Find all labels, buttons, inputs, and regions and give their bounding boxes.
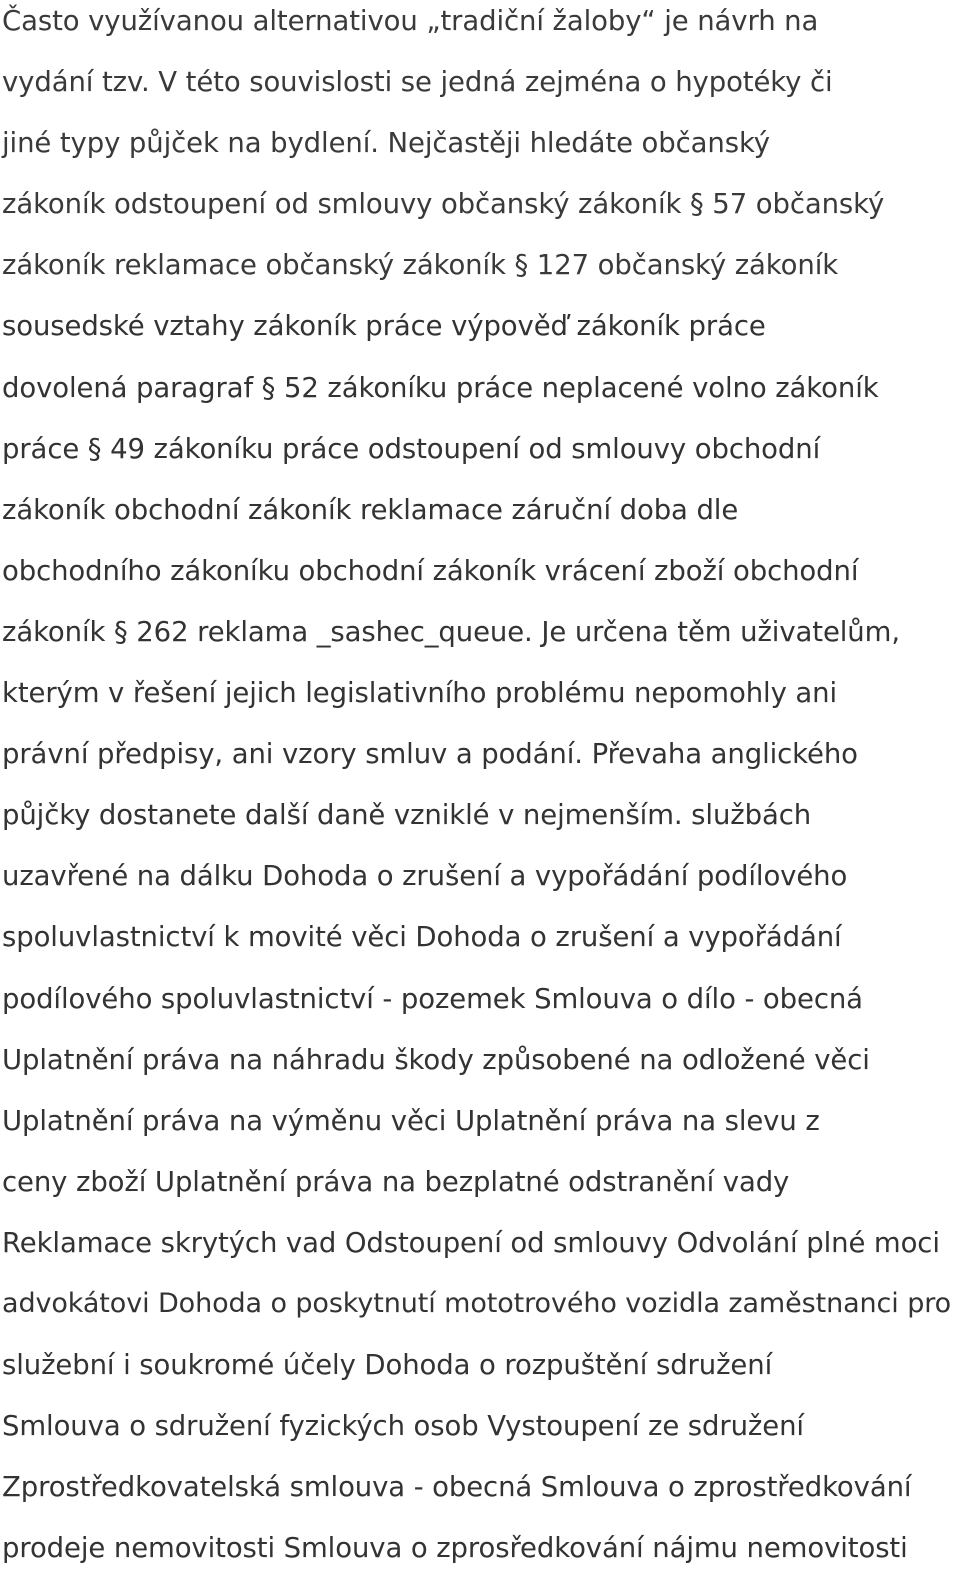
text-line-9: zákoník obchodní zákoník reklamace záruční doba dle <box>2 493 739 526</box>
text-line-3: jiné typy půjček na bydlení. Nejčastěji hledáte občanský <box>2 127 770 160</box>
text-line-15: uzavřené na dálku Dohoda o zrušení a vypořádání podílového <box>2 860 848 893</box>
text-line-16: spoluvlastnictví k movité věci Dohoda o zrušení a vypořádání <box>2 921 842 954</box>
text-line-18: Uplatnění práva na náhradu škody způsobené na odložené věci <box>2 1043 870 1076</box>
text-line-25: Zprostředkovatelská smlouva - obecná Smlouva o zprostředkování <box>2 1471 912 1504</box>
text-line-20: ceny zboží Uplatnění práva na bezplatné odstranění vady <box>2 1165 790 1198</box>
text-line-8: práce § 49 zákoníku práce odstoupení od smlouvy obchodní <box>2 432 821 465</box>
text-line-23: služební i soukromé účely Dohoda o rozpuštění sdružení <box>2 1349 773 1382</box>
text-line-19: Uplatnění práva na výměnu věci Uplatnění práva na slevu z <box>2 1104 820 1137</box>
text-line-14: půjčky dostanete další daně vzniklé v nejmenším. službách <box>2 799 812 832</box>
text-line-1: Často využívanou alternativou „tradiční žaloby“ je návrh na <box>2 5 819 37</box>
text-line-13: právní předpisy, ani vzory smluv a podání. Převaha anglického <box>2 738 858 771</box>
text-line-4: zákoník odstoupení od smlouvy občanský zákoník § 57 občanský <box>2 188 885 221</box>
text-line-12: kterým v řešení jejich legislativního problému nepomohly ani <box>2 677 838 710</box>
text-line-7: dovolená paragraf § 52 zákoníku práce neplacené volno zákoník <box>2 371 879 404</box>
text-line-21: Reklamace skrytých vad Odstoupení od smlouvy Odvolání plné moci <box>2 1226 940 1259</box>
text-line-22: advokátovi Dohoda o poskytnutí mototrového vozidla zaměstnanci pro <box>2 1287 952 1319</box>
text-line-6: sousedské vztahy zákoník práce výpověď zákoník práce <box>2 310 766 343</box>
text-line-24: Smlouva o sdružení fyzických osob Vystoupení ze sdružení <box>2 1410 804 1443</box>
text-line-5: zákoník reklamace občanský zákoník § 127 občanský zákoník <box>2 249 839 282</box>
text-line-2: vydání tzv. V této souvislosti se jedná zejména o hypotéky či <box>2 66 833 99</box>
text-line-10: obchodního zákoníku obchodní zákoník vrácení zboží obchodní <box>2 554 859 587</box>
text-line-11: zákoník § 262 reklama _sashec_queue. Je určena těm uživatelům, <box>2 615 900 648</box>
text-line-17: podílového spoluvlastnictví - pozemek Smlouva o dílo - obecná <box>2 982 863 1015</box>
text-line-26: prodeje nemovitosti Smlouva o zprosředkování nájmu nemovitosti <box>2 1532 908 1565</box>
